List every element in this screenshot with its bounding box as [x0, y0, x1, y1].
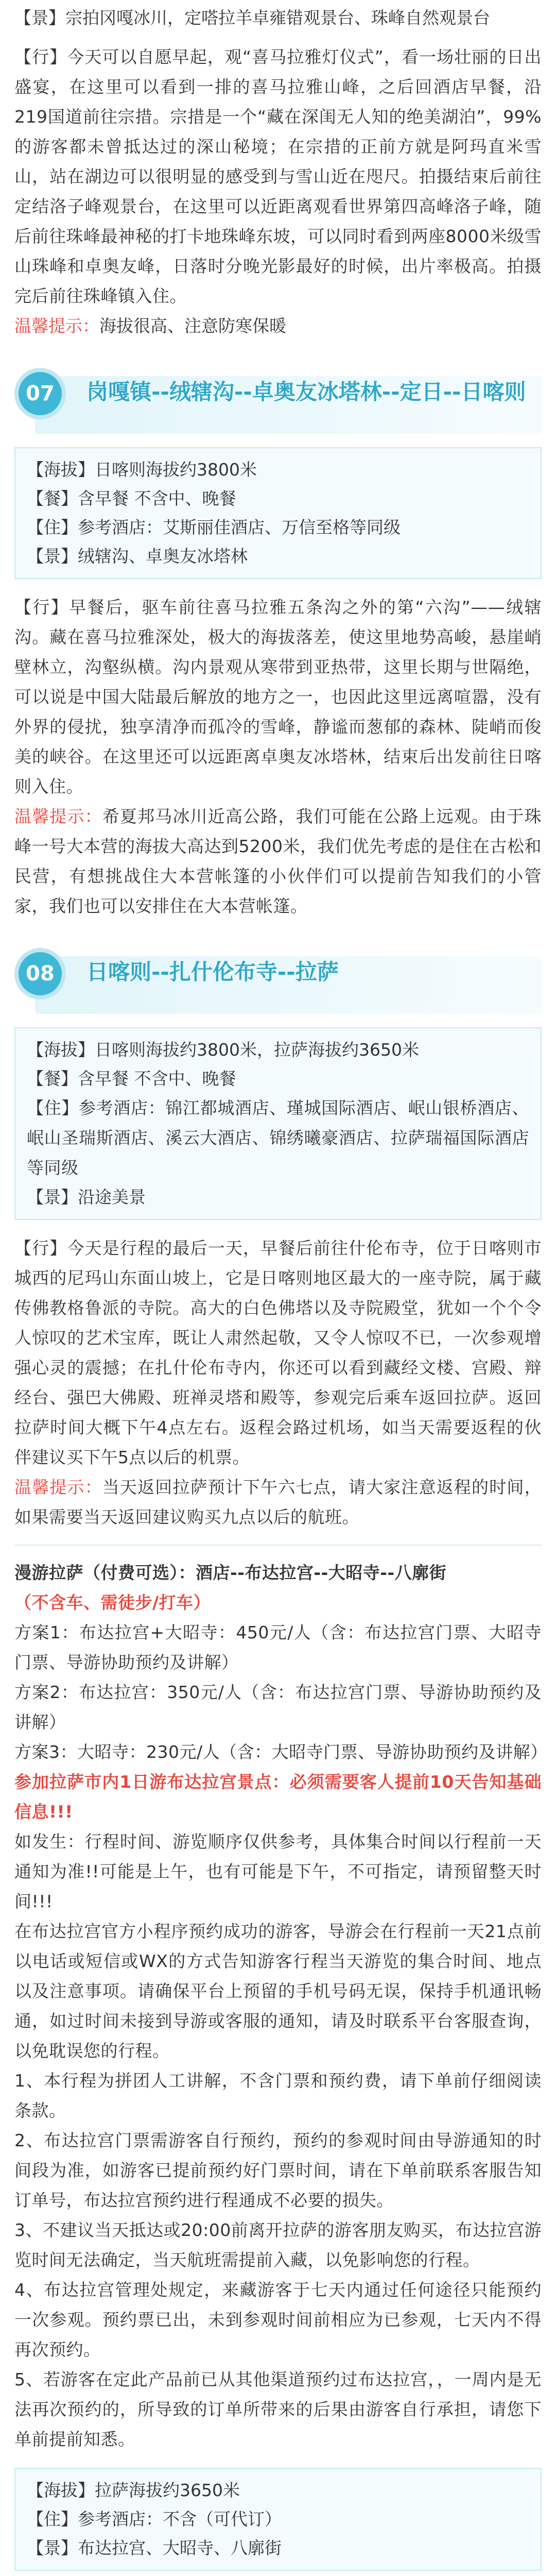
info-meals: 【餐】含早餐 不含中、晚餐 [27, 1069, 236, 1089]
info-altitude: 【海拔】拉萨海拔约3650米 [27, 2480, 240, 2500]
tip-text: 当天返回拉萨预计下午六七点，请大家注意返程的时间，如果需要当天返回建议购买九点以后的航班。 [14, 1477, 542, 1527]
options-note-4: 2、布达拉宫门票需游客自行预约，预约的参观时间由导游通知的时间段为准，如游客已提前预约好门票时间，请在下单前联系客服告知订单号，布达拉宫预约进行程通成不必要的损失。 [14, 2130, 542, 2210]
info-hotel: 【住】参考酒店：锦江都城酒店、瑾城国际酒店、岷山银桥酒店、岷山圣瑞斯酒店、溪云大酒店、锦绣曦豪酒店、拉萨瑞福国际酒店等同级 [27, 1098, 529, 1178]
day-title: 岗嘎镇--绒辖沟--卓奥友冰塔林--定日--日喀则 [86, 379, 526, 404]
options-note-3: 1、本行程为拼团人工讲解，不含门票和预约费，请下单前仔细阅读条款。 [14, 2071, 542, 2121]
info-hotel: 【住】参考酒店：不含（可代订） [27, 2509, 282, 2529]
info-scenery: 【景】沿途美景 [27, 1187, 146, 1207]
options-note-2: 在布达拉宫官方小程序预约成功的游客，导游会在行程前一天21点前以电话或短信或WX的方式告知游客行程当天游览的集合时间、地点以及注意事项。请确保平台上预留的手机号码无误，保持手机通讯畅通，如过时间未接到导游或客服的通知，请及时联系平台客服查询，以免耽误您的行程。 [14, 1921, 542, 2061]
options-subheading: （不含车、需徒步/打车） [14, 1592, 211, 1613]
day7-travel-paragraph: 【行】早餐后，驱车前往喜马拉雅五条沟之外的第“六沟”——绒辖沟。藏在喜马拉雅深处，极大的海拔落差，使这里地势高峻，悬崖峭壁林立，沟壑纵横。沟内景观从寒带到亚热带，这里长期与世隔绝，可以说是中国大陆最后解放的地方之一，也因此这里远离喧嚣，没有外界的侵扰，独享清净而孤冷的雪峰，静谧而葱郁的森林、陡峭而俊美的峡谷。在这里还可以远距离卓奥友冰塔林，结束后出发前往日喀则入住。 [14, 597, 542, 796]
day-number-badge: 08 [14, 948, 66, 999]
day6-scenery-line: 【景】宗拍冈嘎冰川，定嗒拉羊卓雍错观景台、珠峰自然观景台 [14, 8, 490, 28]
options-note-6: 4、布达拉宫管理处规定，来藏游客于七天内通过任何途径只能预约一次参观。预约票已出，未到参观时间前相应为已参观，七天内不得再次预约。 [14, 2280, 542, 2360]
options-note-7: 5、若游客在定此产品前已从其他渠道预约过布达拉宫，，一周内是无法再次预约的，所导致的订单所带来的后果由游客自行承担，请您下单前提前知悉。 [14, 2369, 542, 2449]
options-red-note: 参加拉萨市内1日游布达拉宫景点：必须需要客人提前10天告知基础信息!!! [14, 1772, 542, 1822]
day7-info-box [14, 447, 542, 579]
day-number-badge: 07 [14, 368, 66, 419]
day8-info-box [14, 1027, 542, 1220]
info-altitude: 【海拔】日喀则海拔约3800米，拉萨海拔约3650米 [27, 1040, 419, 1060]
day6-travel-paragraph: 【行】今天可以自愿早起，观“喜马拉雅灯仪式”，看一场壮丽的日出盛宴，在这里可以看到一排的喜马拉雅山峰，之后回酒店早餐，沿219国道前往宗措。宗措是一个“藏在深闺无人知的绝美湖泊”，99%的游客都未曾抵达过的深山秘境；在宗措的正前方就是阿玛直米雪山，站在湖边可以很明显的感受到与雪山近在咫尺。拍摄结束后前往定结洛子峰观景台，在这里可以近距离观看世界第四高峰洛子峰，随后前往珠峰最神秘的打卡地珠峰东坡，可以同时看到两座8000米级雪山珠峰和卓奥友峰，日落时分晚光影最好的时候，出片率极高。拍摄完后前往珠峰镇入住。 [14, 47, 542, 306]
info-scenery: 【景】布达拉宫、大昭寺、八廓街 [27, 2538, 282, 2558]
options-heading: 漫游拉萨（付费可选）：酒店--布达拉宫--大昭寺--八廓街 [14, 1563, 447, 1583]
tip-label: 温馨提示： [14, 316, 99, 336]
info-meals: 【餐】含早餐 不含中、晚餐 [27, 488, 236, 509]
lhasa-info-box [14, 2468, 542, 2571]
option-plan-1: 方案1：布达拉宫+大昭寺：450元/人（含：布达拉宫门票、大昭寺门票、导游协助预约及讲解） [14, 1622, 542, 1672]
tip-text: 希夏邦马冰川近高公路，我们可能在公路上远观。由于珠峰一号大本营的海拔大高达到5200米，我们优先考虑的是住在古松和民营，有想挑战住大本营帐篷的小伙伴们可以提前告知我们的小管家，我们也可以安排住在大本营帐篷。 [14, 806, 542, 916]
info-hotel: 【住】参考酒店：艾斯丽佳酒店、万信至格等同级 [27, 517, 401, 537]
day8-travel-paragraph: 【行】今天是行程的最后一天，早餐后前往什伦布寺，位于日喀则市城西的尼玛山东面山坡上，它是日喀则地区最大的一座寺院，属于藏传佛教格鲁派的寺院。高大的白色佛塔以及寺院殿堂，犹如一个个令人惊叹的艺术宝库，既让人肃然起敬，又令人惊叹不已，一次参观增强心灵的震撼；在扎什伦布寺内，你还可以看到藏经文楼、宫殿、辩经台、强巴大佛殿、班禅灵塔和殿等，参观完后乘车返回拉萨。返回拉萨时间大概下午4点左右。返程会路过机场，如当天需要返程的伙伴建议买下午5点以后的机票。 [14, 1238, 542, 1467]
day7-tip [14, 802, 542, 921]
tip-label: 温馨提示： [14, 806, 102, 826]
info-altitude: 【海拔】日喀则海拔约3800米 [27, 460, 257, 480]
option-plan-2: 方案2：布达拉宫：350元/人（含：布达拉宫门票、导游协助预约及讲解） [14, 1682, 542, 1732]
section-divider [14, 1545, 542, 1546]
options-note-5: 3、不建议当天抵达或20:00前离开拉萨的游客朋友购买，布达拉宫游览时间无法确定，当天航班需提前入藏，以免影响您的行程。 [14, 2220, 542, 2270]
tip-label: 温馨提示： [14, 1477, 102, 1497]
day6-tip [14, 311, 542, 341]
tip-text: 海拔很高、注意防寒保暖 [99, 316, 286, 336]
info-scenery: 【景】绒辖沟、卓奥友冰塔林 [27, 546, 248, 566]
option-plan-3: 方案3：大昭寺：230元/人（含：大昭寺门票、导游协助预约及讲解） [14, 1742, 548, 1762]
day8-tip [14, 1472, 542, 1532]
day-title: 日喀则--扎什伦布寺--拉萨 [86, 959, 339, 985]
options-note-1: 如发生：行程时间、游览顺序仅供参考，具体集合时间以行程前一天通知为准!!可能是上午，也有可能是下午，不可指定，请预留整天时间!!! [14, 1832, 542, 1911]
day7-header [14, 357, 542, 436]
day8-header [14, 937, 542, 1016]
